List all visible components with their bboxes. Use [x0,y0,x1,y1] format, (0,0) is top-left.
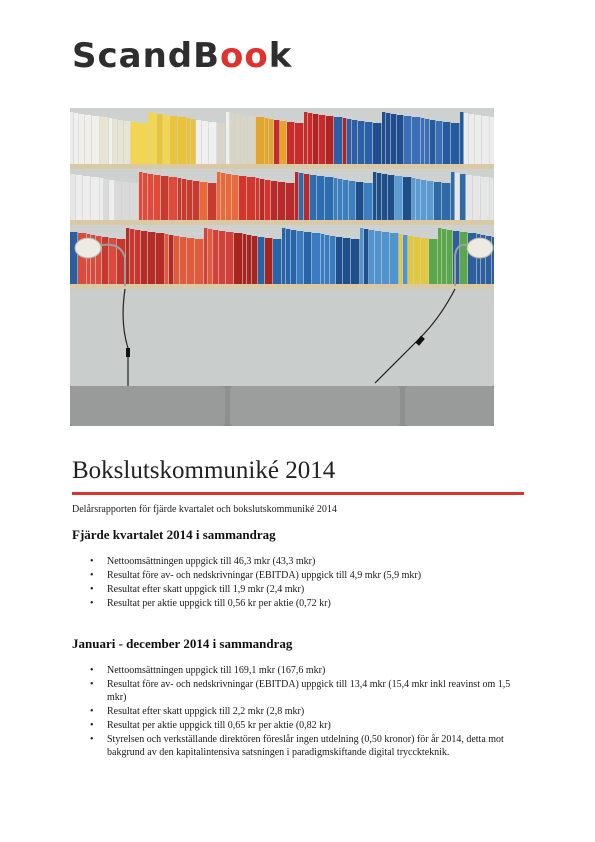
book-spine [265,238,272,284]
book-spine [174,236,179,284]
book-spine [295,172,298,220]
q4-heading: Fjärde kvartalet 2014 i sammandrag [72,527,276,542]
book-spine [325,235,329,284]
book-spine [473,176,480,220]
book-spine [143,173,147,220]
book-spine [278,182,285,220]
book-spine [347,119,351,164]
book-spine [234,233,242,284]
book-spine [118,120,123,164]
book-spine [148,232,155,284]
book-spine [291,230,296,284]
book-spine [239,176,246,220]
book-spine [92,116,99,164]
book-spine [265,118,268,164]
book-spine [317,176,324,220]
list-item: • Resultat per aktie uppgick till 0,65 kr per aktie (0,82 kr) [90,719,530,732]
book-spine [141,231,147,284]
q4-bullet-list [90,555,530,611]
book-spine [451,172,454,220]
book-spine [351,239,359,284]
book-spine [466,175,472,220]
book-spine [235,114,240,164]
list-item: • Resultat före av- och nedskrivningar (EBITDA) uppgick till 4,9 mkr (5,9 mkr) [90,569,530,582]
book-spine [79,114,84,164]
book-spine [104,179,108,220]
book-spine [438,228,441,284]
book-spine [414,237,420,284]
book-spine [169,235,173,284]
book-spine [443,122,450,164]
book-spine [195,239,203,284]
book-spine [421,238,428,284]
book-spine [163,115,169,164]
book-spine [319,115,325,164]
book-spine [397,115,403,164]
book-spine [274,120,279,164]
book-spine [475,115,481,164]
book-spine [326,116,333,164]
company-logo [72,36,292,76]
book-spine [403,177,411,220]
book-spine [421,180,426,220]
book-spine [451,123,459,164]
book-spine [219,231,225,284]
list-item: • Styrelsen och verkställande direktören föreslår ingen utdelning (0,50 kronor) för år 2014, detta mot bakgrund av den kapitalintensiva satsningen i paradigmskiftande digital trycckteknik. [90,733,530,759]
bookshelf-photo [70,108,494,426]
book-spine [100,178,103,220]
book-spine [152,113,156,164]
book-spine [209,122,216,164]
book-spine [109,180,114,220]
book-spine [247,177,255,220]
book-spine [156,233,164,284]
book-spine [230,113,234,164]
logo-text-part3: k [268,36,293,76]
list-item: • Resultat efter skatt uppgick till 1,9 mkr (2,4 mkr) [90,583,530,596]
book-spine [352,120,357,164]
document-title: Bokslutskommuniké 2014 [72,457,336,484]
book-spine [308,113,312,164]
book-spine [434,182,441,220]
book-spine [286,183,294,220]
book-spine [481,177,489,220]
book-spine [453,231,459,284]
book-spine [169,177,177,220]
book-spine [382,174,387,220]
book-spine [271,181,277,220]
book-spine [217,172,220,220]
book-spine [404,116,411,164]
book-spine [196,120,201,164]
book-spine [139,172,142,220]
book-spine [460,174,465,220]
book-spine [260,179,264,220]
book-spine [131,122,138,164]
book-spine [122,182,129,220]
book-spine [252,236,257,284]
logo-text-accent: oo [220,36,269,76]
book-spine [391,114,396,164]
list-item: • Resultat före av- och nedskrivningar (EBITDA) uppgick till 13,4 mkr (15,4 mkr inkl reavinst om 1,5 mkr) [90,678,530,704]
book-spine [226,174,231,220]
book-spine [464,113,468,164]
book-spine [130,229,134,284]
book-spine [334,178,337,220]
book-spine [187,238,194,284]
book-spine [208,229,212,284]
book-spine [200,182,207,220]
book-spine [85,115,91,164]
book-spine [154,175,160,220]
book-spine [74,113,78,164]
book-spine [427,181,433,220]
book-spine [76,175,82,220]
book-spine [482,116,489,164]
book-spine [221,173,225,220]
book-spine [375,231,381,284]
document-subtitle: Delårsrapporten för fjärde kvartalet och bokslutskommuniké 2014 [72,504,337,515]
book-spine [139,123,147,164]
book-spine [148,174,153,220]
book-spine [447,230,452,284]
book-spine [395,176,402,220]
book-spine [226,112,229,164]
book-spine [70,174,75,220]
book-spine [325,177,333,220]
book-spine [343,180,348,220]
book-spine [213,230,218,284]
book-spine [256,117,264,164]
book-spine [460,112,463,164]
book-spine [343,238,350,284]
book-spine [469,114,474,164]
book-spine [364,229,368,284]
book-spine [386,113,390,164]
list-item: • Nettoomsättningen uppgick till 46,3 mkr (43,3 mkr) [90,555,530,568]
book-spine [243,234,246,284]
book-spine [91,177,99,220]
book-spine [310,175,316,220]
book-spine [490,178,493,220]
book-spine [299,173,303,220]
book-spine [286,229,290,284]
book-spine [100,117,108,164]
book-spine [124,121,130,164]
book-spine [170,116,177,164]
book-spine [258,237,264,284]
book-spine [280,121,286,164]
book-spine [202,121,208,164]
list-item: • Nettoomsättningen uppgick till 169,1 mkr (167,6 mkr) [90,664,530,677]
book-spine [178,178,181,220]
book-spine [312,233,320,284]
book-spine [217,123,225,164]
book-spine [336,237,342,284]
book-spine [436,121,442,164]
book-spine [148,112,151,164]
book-spine [70,112,73,164]
book-spine [273,239,281,284]
book-spine [382,232,389,284]
book-spine [343,118,346,164]
book-spine [70,232,77,284]
book-spine [287,122,294,164]
book-spine [157,114,162,164]
book-spine [330,236,335,284]
book-spine [256,178,259,220]
book-spine [429,239,437,284]
book-spine [358,121,364,164]
book-spine [269,119,273,164]
logo-text-part1: ScandB [72,36,221,76]
book-spine [247,235,251,284]
book-spine [304,112,307,164]
book-spine [412,178,415,220]
book-spine [364,183,372,220]
book-spine [187,118,190,164]
book-spine [232,175,238,220]
book-spine [83,176,90,220]
book-spine [126,228,129,284]
book-spine [408,236,413,284]
book-spine [193,181,199,220]
book-spine [365,122,372,164]
book-spine [113,119,117,164]
book-spine [304,174,309,220]
book-spine [369,230,374,284]
book-spine [321,234,324,284]
book-spine [226,232,233,284]
book-spine [334,117,342,164]
book-spine [191,119,195,164]
book-spine [295,123,303,164]
book-spine [109,118,112,164]
book-spine [455,173,459,220]
list-item: • Resultat efter skatt uppgick till 2,2 mkr (2,8 mkr) [90,705,530,718]
book-spine [304,232,311,284]
book-spine [349,181,355,220]
book-spine [412,117,420,164]
book-spine [313,114,318,164]
book-spine [178,117,186,164]
book-spine [416,179,420,220]
bookshelf-illustration [70,108,494,426]
book-spine [161,176,168,220]
book-spine [390,233,398,284]
book-spine [208,183,216,220]
book-spine [265,180,270,220]
book-spine [490,117,494,164]
book-spine [338,179,342,220]
fullyear-bullet-list [90,664,530,760]
book-spine [360,228,363,284]
book-spine [204,228,207,284]
book-spine [165,234,168,284]
fullyear-heading: Januari - december 2014 i sammandrag [72,636,293,651]
book-spine [403,235,407,284]
book-spine [382,112,385,164]
book-spine [442,183,450,220]
book-spine [373,172,376,220]
book-spine [373,123,381,164]
book-spine [180,237,186,284]
list-item: • Resultat per aktie uppgick till 0,56 kr per aktie (0,72 kr) [90,597,530,610]
book-spine [442,229,446,284]
book-spine [182,179,186,220]
book-spine [460,232,467,284]
book-spine [135,230,140,284]
title-divider [72,492,524,495]
book-spine [115,181,121,220]
book-spine [425,119,429,164]
book-spine [297,231,303,284]
book-spine [377,173,381,220]
book-spine [430,120,435,164]
book-spine [421,118,424,164]
book-spine [388,175,394,220]
book-spine [399,234,402,284]
book-spine [130,183,138,220]
book-spine [282,228,285,284]
book-spine [187,180,192,220]
book-spine [248,116,255,164]
book-spine [356,182,363,220]
book-spine [241,115,247,164]
